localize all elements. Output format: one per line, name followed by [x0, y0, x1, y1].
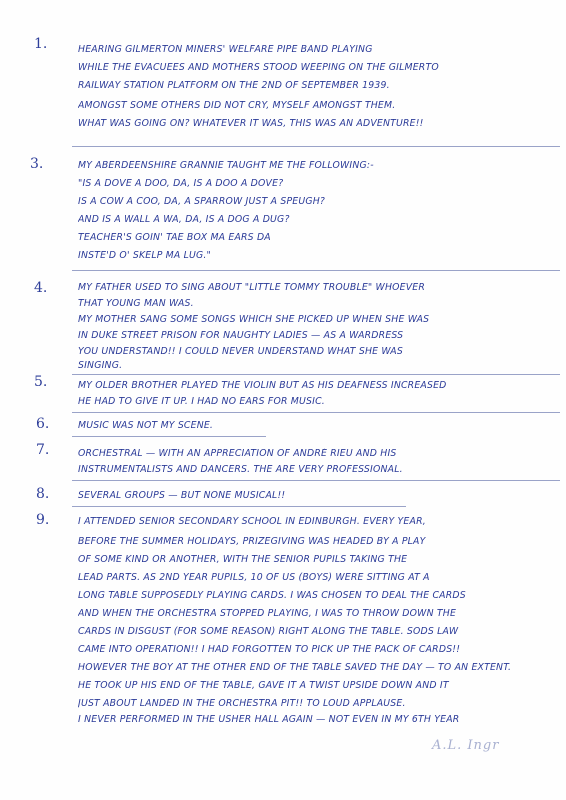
entry-line: SINGING.	[78, 360, 123, 371]
entry-line: "IS A DOVE A DOO, DA, IS A DOO A DOVE?	[78, 178, 284, 189]
entry-line: THAT YOUNG MAN WAS.	[78, 298, 194, 309]
entry-line: I ATTENDED SENIOR SECONDARY SCHOOL IN EDINBURGH. EVERY YEAR,	[78, 516, 426, 527]
entry-line: AND IS A WALL A WA, DA, IS A DOG A DUG?	[78, 214, 290, 225]
entry-number: 8.	[36, 486, 50, 502]
entry-line: MY OLDER BROTHER PLAYED THE VIOLIN BUT AS HIS DEAFNESS INCREASED	[78, 380, 447, 391]
divider	[72, 146, 560, 147]
entry-number: 6.	[36, 416, 50, 432]
divider	[72, 506, 406, 507]
entry-line: INSTE'D O' SKELP MA LUG."	[78, 250, 212, 261]
entry-line: MY ABERDEENSHIRE GRANNIE TAUGHT ME THE FOLLOWING:-	[78, 160, 374, 171]
entry-line: HE HAD TO GIVE IT UP. I HAD NO EARS FOR MUSIC.	[78, 396, 325, 407]
entry-line: TEACHER'S GOIN' TAE BOX MA EARS DA	[78, 232, 271, 243]
entry-line: LEAD PARTS. AS 2ND YEAR PUPILS, 10 OF US (BOYS) WERE SITTING AT A	[78, 572, 430, 583]
entry-number: 3.	[30, 156, 44, 172]
signature: A.L. Ingr	[432, 738, 500, 753]
entry-line: WHAT WAS GOING ON? WHATEVER IT WAS, THIS WAS AN ADVENTURE!!	[78, 118, 424, 129]
entry-line: IS A COW A COO, DA, A SPARROW JUST A SPEUGH?	[78, 196, 326, 207]
entry-line: MUSIC WAS NOT MY SCENE.	[78, 420, 214, 431]
divider	[72, 270, 560, 271]
entry-line: MY FATHER USED TO SING ABOUT "LITTLE TOMMY TROUBLE" WHOEVER	[78, 282, 426, 293]
entry-line: CARDS IN DISGUST (FOR SOME REASON) RIGHT ALONG THE TABLE. SODS LAW	[78, 626, 459, 637]
entry-line: OF SOME KIND OR ANOTHER, WITH THE SENIOR PUPILS TAKING THE	[78, 554, 408, 565]
entry-line: YOU UNDERSTAND!! I COULD NEVER UNDERSTAND WHAT SHE WAS	[78, 346, 403, 357]
entry-number: 1.	[34, 36, 48, 52]
entry-line: I NEVER PERFORMED IN THE USHER HALL AGAIN — NOT EVEN IN MY 6TH YEAR	[78, 714, 460, 725]
divider	[72, 374, 560, 375]
entry-number: 4.	[34, 280, 48, 296]
entry-line: HEARING GILMERTON MINERS' WELFARE PIPE BAND PLAYING	[78, 44, 373, 55]
entry-line: INSTRUMENTALISTS AND DANCERS. THE ARE VERY PROFESSIONAL.	[78, 464, 403, 475]
entry-line: AND WHEN THE ORCHESTRA STOPPED PLAYING, I WAS TO THROW DOWN THE	[78, 608, 457, 619]
entry-number: 9.	[36, 512, 50, 528]
entry-line: LONG TABLE SUPPOSEDLY PLAYING CARDS. I WAS CHOSEN TO DEAL THE CARDS	[78, 590, 466, 601]
divider	[72, 412, 560, 413]
entry-line: HOWEVER THE BOY AT THE OTHER END OF THE TABLE SAVED THE DAY — TO AN EXTENT.	[78, 662, 512, 673]
entry-line: SEVERAL GROUPS — BUT NONE MUSICAL!!	[78, 490, 286, 501]
entry-line: WHILE THE EVACUEES AND MOTHERS STOOD WEEPING ON THE GILMERTO	[78, 62, 439, 73]
divider	[72, 436, 266, 437]
entry-line: AMONGST SOME OTHERS DID NOT CRY, MYSELF AMONGST THEM.	[78, 100, 396, 111]
entry-line: JUST ABOUT LANDED IN THE ORCHESTRA PIT!! TO LOUD APPLAUSE.	[78, 698, 406, 709]
entry-number: 7.	[36, 442, 50, 458]
entry-line: ORCHESTRAL — WITH AN APPRECIATION OF ANDRÉ RIEU AND HIS	[78, 448, 397, 459]
entry-number: 5.	[34, 374, 48, 390]
entry-line: CAME INTO OPERATION!! I HAD FORGOTTEN TO PICK UP THE PACK OF CARDS!!	[78, 644, 461, 655]
entry-line: BEFORE THE SUMMER HOLIDAYS, PRIZEGIVING WAS HEADED BY A PLAY	[78, 536, 426, 547]
entry-line: HE TOOK UP HIS END OF THE TABLE, GAVE IT A TWIST UPSIDE DOWN AND IT	[78, 680, 449, 691]
entry-line: RAILWAY STATION PLATFORM ON THE 2ND OF SEPTEMBER 1939.	[78, 80, 390, 91]
entry-line: IN DUKE STREET PRISON FOR NAUGHTY LADIES — AS A WARDRESS	[78, 330, 404, 341]
entry-line: MY MOTHER SANG SOME SONGS WHICH SHE PICKED UP WHEN SHE WAS	[78, 314, 430, 325]
divider	[72, 480, 560, 481]
